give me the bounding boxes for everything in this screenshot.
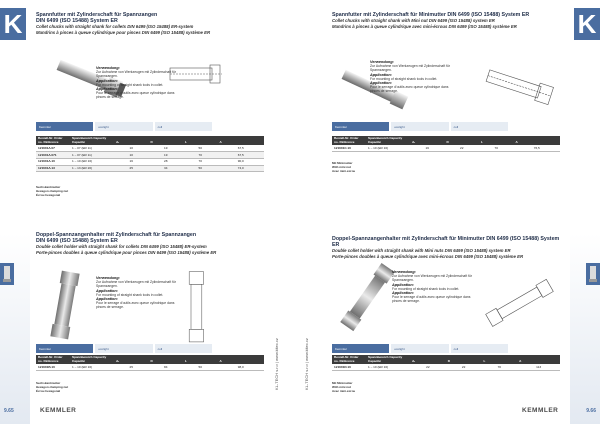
cell-capacity: 1 – 07 (ER 11) — [70, 151, 114, 158]
tab-kemmler[interactable]: Kemmler — [332, 122, 389, 131]
cell-order-no: 121601C.10 — [332, 145, 366, 151]
col-A: A — [218, 355, 265, 364]
cell-D: 19 — [149, 145, 184, 151]
page-number: 9.66 — [586, 408, 596, 414]
usage-en-title: Application: — [96, 78, 118, 83]
section-collet-chuck — [36, 12, 264, 35]
section-standard: DIN 6499 (ISO 15488) System ER — [36, 18, 118, 25]
usage-de-text: Zur Aufnahme von Werkzeugen mit Zylinderschaft für Spannzangen. — [96, 70, 177, 79]
cell-L: 50 — [183, 145, 218, 151]
section-title: Doppel-Spannzangenhalter mit Zylinderschaft für Spannzangen — [36, 232, 197, 238]
col-L: L — [183, 136, 218, 145]
cell-d1: 10 — [114, 151, 149, 158]
page-number: 9.65 — [4, 408, 14, 414]
tab-coll[interactable]: coll — [451, 122, 508, 131]
data-table-collet-chuck — [36, 136, 264, 172]
col-order-no: Bestell-Nr. Order no. Référence — [332, 355, 366, 364]
cell-capacity: 1 – 10 (ER 16) — [366, 145, 410, 151]
tab-ecolight[interactable]: ecolight — [95, 344, 152, 353]
cell-d1: 16 — [410, 145, 445, 151]
usage-de-text: Zur Aufnahme von Werkzeugen mit Zylinderschaft für Spannzangen. — [96, 280, 177, 289]
cell-L: 70 — [479, 145, 514, 151]
section-title: Spannfutter mit Zylinderschaft für Minimutter DIN 6499 (ISO 15488) System ER — [332, 12, 530, 18]
usage-en-title: Application: — [392, 282, 414, 287]
footer-brand: KEMMLER — [40, 407, 77, 414]
cell-L: 70 — [481, 364, 517, 370]
cell-A: 67,5 — [218, 145, 265, 151]
col-capacity: Spannbereich Capacity Capacité — [70, 136, 114, 145]
col-D: D — [445, 136, 480, 145]
tab-strip — [36, 344, 212, 353]
kemmler-k-badge: K — [0, 8, 26, 40]
table-row — [332, 145, 560, 151]
cell-d1: 10 — [114, 145, 149, 151]
cell-L: 50 — [183, 165, 218, 172]
table-header-row — [332, 136, 560, 145]
cell-order-no: 121601A.10 — [36, 158, 70, 165]
sidebar-gradient — [0, 0, 30, 424]
cell-D: 22 — [445, 145, 480, 151]
usage-de-title: Verwendung: — [96, 66, 120, 70]
usage-en-text: For mounting of straight shank tools in collet. — [392, 286, 460, 291]
usage-fr-title: Application: — [96, 297, 118, 302]
section-title: Doppel-Spannzangenhalter mit Zylinderschaft für Minimutter DIN 6499 (ISO 15488) System ER — [332, 236, 560, 249]
col-d1: d₁ — [410, 136, 445, 145]
cell-d1: 22 — [410, 364, 446, 370]
cell-order-no: 121601A.071 — [36, 151, 70, 158]
usage-en-title: Application: — [96, 288, 118, 293]
section-subtitle-fr: Porte-pinces doubles à queue cylindrique avec mini-écrous DIN 6499 (ISO 15488) système ER — [332, 253, 524, 259]
col-capacity: Spannbereich Capacity Capacité — [366, 355, 410, 364]
usage-fr-title: Application: — [96, 87, 118, 92]
tab-coll[interactable]: coll — [155, 344, 212, 353]
cell-A: 76,5 — [514, 145, 561, 151]
usage-text — [96, 66, 180, 100]
cell-capacity: 1 – 13 (ER 20) — [70, 165, 114, 172]
section-double-minimutter-holder — [332, 236, 560, 259]
cell-order-no: 121601D.10 — [332, 364, 366, 370]
table-footnote: Mit Minimutter With mini nut Avec mini-écrou — [332, 381, 356, 393]
table-footnote: Sechskantmutter Hexagon clamping nut Écrou hexagonal — [36, 185, 69, 197]
cell-D: 19 — [149, 151, 184, 158]
kemmler-k-badge: K — [574, 8, 600, 40]
usage-de-title: Verwendung: — [392, 270, 416, 274]
cell-A: 74,0 — [218, 165, 265, 172]
usage-en-text: For mounting of straight shank tools in collet. — [96, 292, 164, 297]
table-header-row — [36, 355, 264, 364]
cell-A: 90,0 — [218, 158, 265, 165]
usage-de-title: Verwendung: — [96, 276, 120, 280]
data-table-double-collet-holder — [36, 355, 264, 371]
col-A: A — [514, 136, 561, 145]
usage-en-text: For mounting of straight shank tools in collet. — [370, 76, 438, 81]
cell-D: 34 — [149, 165, 184, 172]
col-D: D — [446, 355, 482, 364]
section-subtitle-en: Collet chucks with straight shank with Mini nut DIN 6499 (ISO 15488) system ER — [332, 18, 495, 24]
collet-icon — [586, 263, 600, 285]
cell-L: 70 — [183, 158, 218, 165]
tab-coll[interactable]: coll — [451, 344, 508, 353]
cell-capacity: 1 – 10 (ER 16) — [366, 364, 410, 370]
cell-order-no: 121601A.13 — [36, 165, 70, 172]
table-row — [332, 364, 560, 370]
usage-de-text: Zur Aufnahme von Werkzeugen mit Zylinderschaft für Spannzangen. — [370, 64, 451, 73]
col-L: L — [481, 355, 517, 364]
section-subtitle-en: Collet chucks with straight shank for collets DIN 6499 (ISO 15488) ER-system — [36, 24, 194, 30]
cell-capacity: 1 – 10 (ER 16) — [70, 364, 114, 370]
usage-en-title: Application: — [370, 72, 392, 77]
col-D: D — [149, 355, 184, 364]
sidebar-gradient — [570, 0, 600, 424]
col-d1: d₁ — [114, 355, 149, 364]
cell-D: 22 — [446, 364, 482, 370]
cell-A: 113 — [517, 364, 560, 370]
section-standard: DIN 6499 (ISO 15488) System ER — [36, 238, 118, 245]
tab-strip — [332, 344, 508, 353]
cell-capacity: 1 – 07 (ER 11) — [70, 145, 114, 151]
usage-fr-text: Pour le serrage d'outils avec queue cylindrique dans pinces de serrage. — [370, 85, 449, 94]
tab-kemmler[interactable]: Kemmler — [36, 122, 93, 131]
section-subtitle-fr: Mandrins à pinces à queue cylindrique pour pinces DIN 6499 (ISO 15488) système ER — [36, 29, 211, 35]
tab-kemmler[interactable]: Kemmler — [332, 344, 389, 353]
col-order-no: Bestell-Nr. Order no. Référence — [332, 136, 366, 145]
col-order-no: Bestell-Nr. Order no. Référence — [36, 136, 70, 145]
data-table-minimutter-chuck — [332, 136, 560, 152]
table-header-row — [332, 355, 560, 364]
col-capacity: Spannbereich Capacity Capacité — [366, 136, 410, 145]
tab-ecolight[interactable]: ecolight — [391, 344, 448, 353]
cell-d1: 25 — [114, 165, 149, 172]
col-d1: d₁ — [114, 136, 149, 145]
table-row — [36, 165, 264, 172]
footer-brand: KEMMLER — [522, 407, 559, 414]
table-header-row — [36, 136, 264, 145]
vertical-url: KL-TECH s.r.o | www.kltec.cz — [274, 338, 279, 390]
section-subtitle-fr: Porte-pinces doubles à queue cylindrique pour pinces DIN 6499 (ISO 15488) système ER — [36, 249, 217, 255]
cell-D: 84 — [149, 364, 184, 370]
usage-text — [370, 60, 454, 94]
usage-fr-text: Pour le serrage d'outils avec queue cylindrique dans pinces de serrage. — [96, 91, 175, 100]
section-title: Spannfutter mit Zylinderschaft für Spannzangen — [36, 12, 158, 18]
cell-order-no: 121601A.07 — [36, 145, 70, 151]
usage-text — [96, 276, 180, 310]
table-footnote: Sechskantmutter Hexagon clamping nut Écrou hexagonal — [36, 381, 69, 393]
section-subtitle-en: Double collet holder with straight shank for collets DIN 6499 (ISO 15488) ER-system — [36, 244, 207, 250]
tab-strip — [36, 122, 212, 131]
col-capacity: Spannbereich Capacity Capacité — [70, 355, 114, 364]
cell-L: 50 — [183, 364, 218, 370]
table-row — [36, 364, 264, 370]
tab-strip — [332, 122, 508, 131]
tab-ecolight[interactable]: ecolight — [391, 122, 448, 131]
usage-fr-text: Pour le serrage d'outils avec queue cylindrique dans pinces de serrage. — [392, 295, 471, 304]
usage-fr-title: Application: — [392, 291, 414, 296]
section-double-collet-holder — [36, 232, 264, 255]
usage-de-text: Zur Aufnahme von Werkzeugen mit Zylinderschaft für Spannzangen. — [392, 274, 473, 283]
col-L: L — [183, 355, 218, 364]
section-subtitle-fr: Mandrins à pinces à queue cylindrique avec mini-écrous DIN 6499 (ISO 15488) système ER — [332, 23, 517, 29]
tab-ecolight[interactable]: ecolight — [95, 122, 152, 131]
collet-icon — [0, 263, 14, 285]
cell-d1: 16 — [114, 158, 149, 165]
usage-fr-title: Application: — [370, 81, 392, 86]
col-A: A — [517, 355, 560, 364]
cell-A: 67,5 — [218, 151, 265, 158]
cell-D: 28 — [149, 158, 184, 165]
table-row — [36, 151, 264, 158]
data-table-double-minimutter-holder — [332, 355, 560, 371]
cell-A: 98,0 — [218, 364, 265, 370]
tab-coll[interactable]: coll — [155, 122, 212, 131]
col-d1: d₁ — [410, 355, 446, 364]
usage-de-title: Verwendung: — [370, 60, 394, 64]
col-order-no: Bestell-Nr. Order no. Référence — [36, 355, 70, 364]
cell-L: 70 — [183, 151, 218, 158]
usage-text — [392, 270, 476, 304]
cell-capacity: 1 – 10 (ER 16) — [70, 158, 114, 165]
right-page — [300, 0, 600, 424]
col-A: A — [218, 136, 265, 145]
section-subtitle-en: Double collet holder with straight shank with Mini nuts DIN 6499 (ISO 15488) system ER — [332, 248, 511, 254]
cell-order-no: 121601B.10 — [36, 364, 70, 370]
cell-d1: 25 — [114, 364, 149, 370]
table-footnote: Mit Minimutter With mini nut Avec mini-écrou — [332, 161, 356, 173]
vertical-url: KL-TECH s.r.o | www.kltec.cz — [304, 338, 309, 390]
usage-fr-text: Pour le serrage d'outils avec queue cylindrique dans pinces de serrage. — [96, 301, 175, 310]
col-D: D — [149, 136, 184, 145]
usage-en-text: For mounting of straight shank tools in collet. — [96, 82, 164, 87]
table-row — [36, 158, 264, 165]
section-minimutter-chuck — [332, 12, 560, 29]
col-L: L — [479, 136, 514, 145]
tab-kemmler[interactable]: Kemmler — [36, 344, 93, 353]
